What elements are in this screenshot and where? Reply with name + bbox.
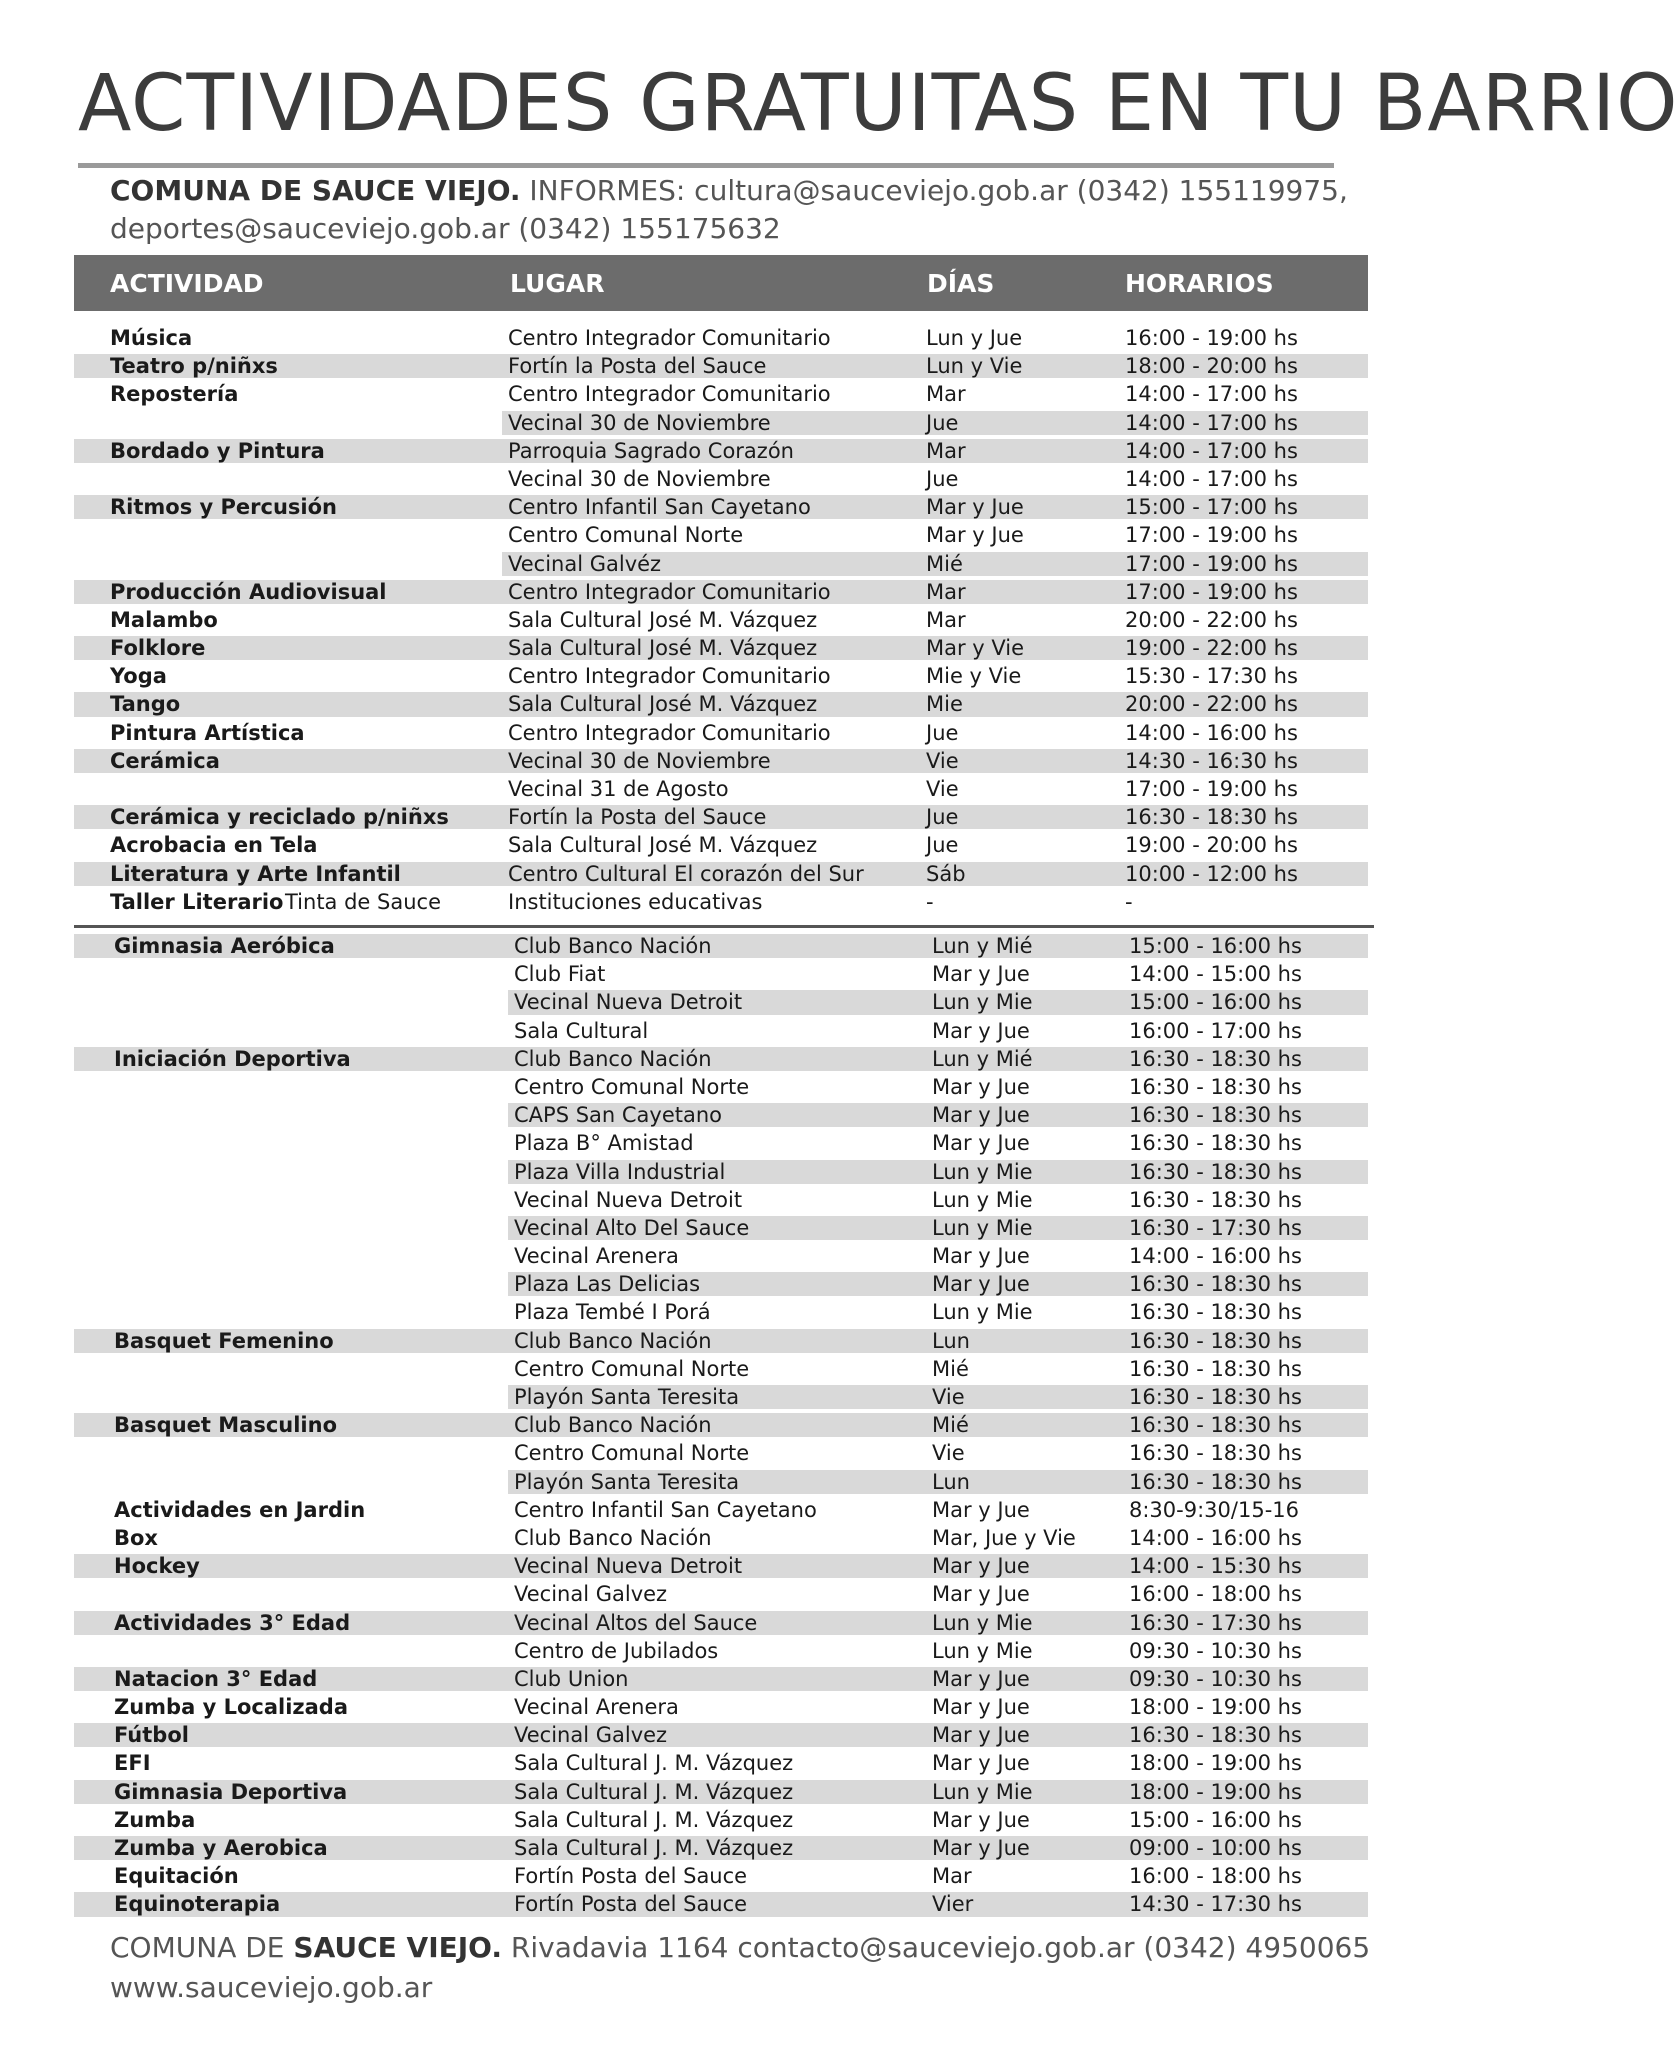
cell-actividad: Basquet Masculino: [114, 1413, 337, 1438]
table-row: [74, 1242, 1368, 1270]
cell-horario: 15:00 - 16:00 hs: [1129, 990, 1302, 1015]
sports-activities-table: [74, 932, 1368, 1919]
cell-lugar: Club Banco Nación: [514, 1413, 712, 1438]
table-row: [74, 803, 1368, 831]
cell-lugar: Vecinal Nueva Detroit: [514, 1187, 743, 1212]
cell-dias: Lun y Mie: [932, 1300, 1033, 1325]
cell-actividad: Tango: [110, 692, 181, 717]
table-row: [74, 606, 1368, 634]
cell-horario: 16:30 - 18:30 hs: [1129, 1159, 1302, 1184]
cell-dias: Mar y Vie: [926, 636, 1025, 661]
cell-horario: 16:30 - 18:30 hs: [1129, 1328, 1302, 1353]
cell-lugar: Vecinal 30 de Noviembre: [508, 748, 771, 773]
cell-horario: 14:30 - 17:30 hs: [1129, 1892, 1302, 1917]
table-row: [74, 1270, 1368, 1298]
info-line-2: deportes@sauceviejo.gob.ar (0342) 155175632: [110, 212, 781, 245]
cell-dias: Mar y Jue: [932, 1074, 1030, 1099]
cell-lugar: Centro Comunal Norte: [514, 1441, 750, 1466]
table-row: [74, 352, 1368, 380]
table-row: [74, 1524, 1368, 1552]
cell-horario: 16:00 - 17:00 hs: [1129, 1018, 1302, 1043]
footer-org: SAUCE VIEJO.: [293, 1931, 502, 1964]
cell-lugar: Fortín Posta del Sauce: [514, 1892, 748, 1917]
cell-horario: 15:00 - 16:00 hs: [1129, 1807, 1302, 1832]
cell-dias: Mar: [926, 382, 966, 407]
cell-actividad: Box: [114, 1525, 158, 1550]
table-row: [74, 550, 1368, 578]
table-row: [74, 1609, 1368, 1637]
table-row: [74, 409, 1368, 437]
cell-lugar: Vecinal Galvez: [514, 1723, 668, 1748]
cell-horario: 18:00 - 19:00 hs: [1129, 1695, 1302, 1720]
cell-horario: 16:00 - 19:00 hs: [1125, 326, 1298, 350]
table-row: [74, 932, 1368, 960]
cell-horario: 16:30 - 18:30 hs: [1129, 1356, 1302, 1381]
cell-actividad: Literatura y Arte Infantil: [110, 861, 401, 886]
cell-dias: Lun y Mie: [932, 990, 1033, 1015]
table-row: [74, 437, 1368, 465]
table-row: [74, 1580, 1368, 1608]
cell-horario: 16:30 - 17:30 hs: [1129, 1215, 1302, 1240]
table-row: [74, 1158, 1368, 1186]
cell-dias: Jue: [926, 410, 959, 435]
cell-dias: Lun y Mie: [932, 1187, 1033, 1212]
cell-actividad: Malambo: [110, 607, 218, 632]
table-row: [74, 1834, 1368, 1862]
cell-lugar: Parroquia Sagrado Corazón: [508, 438, 794, 463]
cell-dias: Mar y Jue: [932, 1497, 1030, 1522]
cell-lugar: Centro Comunal Norte: [514, 1074, 750, 1099]
cell-lugar: Sala Cultural J. M. Vázquez: [514, 1807, 794, 1832]
cell-dias: Mar y Jue: [932, 962, 1030, 987]
header-lugar: LUGAR: [510, 269, 605, 298]
cell-horario: 14:00 - 17:00 hs: [1125, 382, 1298, 407]
cell-horario: 16:30 - 18:30 hs: [1129, 1385, 1302, 1409]
cell-actividad: Actividades en Jardin: [114, 1497, 366, 1522]
table-row: [74, 493, 1368, 521]
cell-horario: 16:30 - 18:30 hs: [1129, 1413, 1302, 1438]
table-row: [74, 1186, 1368, 1214]
cell-horario: 15:00 - 17:00 hs: [1125, 495, 1298, 520]
cell-actividad: Equitación: [114, 1864, 239, 1889]
table-row: [74, 1468, 1368, 1496]
cell-lugar: Centro Integrador Comunitario: [508, 664, 831, 689]
footer-prefix: COMUNA DE: [110, 1931, 294, 1964]
section-divider: [74, 925, 1374, 928]
cell-dias: Mar y Jue: [932, 1103, 1030, 1128]
cell-horario: 15:30 - 17:30 hs: [1125, 664, 1298, 689]
table-row: [74, 1749, 1368, 1777]
cell-horario: 16:30 - 17:30 hs: [1129, 1610, 1302, 1635]
cell-dias: Mar: [932, 1864, 972, 1889]
cell-dias: Jue: [926, 466, 959, 491]
header-actividad: ACTIVIDAD: [110, 269, 264, 298]
cell-dias: Vie: [932, 1385, 965, 1409]
info-org: COMUNA DE SAUCE VIEJO.: [110, 174, 521, 207]
table-row: [74, 634, 1368, 662]
footer-website: www.sauceviejo.gob.ar: [110, 1971, 433, 2004]
table-row: [74, 1862, 1368, 1890]
cell-actividad: EFI: [114, 1751, 151, 1776]
cell-dias: Mar y Jue: [932, 1131, 1030, 1156]
table-row: [74, 1665, 1368, 1693]
table-row: [74, 324, 1368, 352]
table-row: [74, 831, 1368, 859]
cell-lugar: Fortín la Posta del Sauce: [508, 354, 767, 379]
cell-lugar: Vecinal Arenera: [514, 1695, 679, 1720]
cell-actividad: Basquet Femenino: [114, 1328, 334, 1353]
cell-horario: 16:30 - 18:30 hs: [1129, 1187, 1302, 1212]
cell-horario: 14:00 - 15:30 hs: [1129, 1554, 1302, 1579]
table-row: [74, 1890, 1368, 1918]
cell-dias: Mar y Jue: [932, 1751, 1030, 1776]
cell-dias: Mar y Jue: [932, 1018, 1030, 1043]
table-row: [74, 988, 1368, 1016]
cell-horario: 17:00 - 19:00 hs: [1125, 551, 1298, 576]
table-row: [74, 960, 1368, 988]
cell-actividad: Taller Literario: [110, 889, 284, 914]
cell-dias: Mar y Jue: [932, 1695, 1030, 1720]
cell-lugar: Centro Integrador Comunitario: [508, 382, 831, 407]
table-header: [74, 255, 1368, 311]
table-row: [74, 380, 1368, 408]
cell-actividad: Folklore: [110, 636, 206, 661]
cell-lugar: Vecinal Galvéz: [508, 551, 662, 576]
cell-dias: Lun y Mié: [932, 934, 1033, 958]
cell-lugar: Vecinal Nueva Detroit: [514, 1554, 743, 1579]
cell-horario: 16:30 - 18:30 hs: [1129, 1272, 1302, 1297]
footer-contact: Rivadavia 1164 contacto@sauceviejo.gob.ar (0342) 4950065: [502, 1931, 1371, 1964]
cell-actividad: Música: [110, 326, 193, 350]
cell-lugar: Club Banco Nación: [514, 1328, 712, 1353]
title-rule: [78, 163, 1334, 168]
cell-horario: 16:30 - 18:30 hs: [1129, 1074, 1302, 1099]
cell-dias: Jue: [926, 805, 959, 830]
table-row: [74, 1101, 1368, 1129]
cell-dias: Jue: [926, 720, 959, 745]
header-dias: DÍAS: [927, 269, 995, 298]
cell-lugar: Sala Cultural J. M. Vázquez: [514, 1751, 794, 1776]
table-row: [74, 662, 1368, 690]
cell-lugar: Sala Cultural José M. Vázquez: [508, 692, 818, 717]
cell-actividad: Equinoterapia: [114, 1892, 281, 1917]
cell-lugar: Centro Infantil San Cayetano: [514, 1497, 817, 1522]
cell-actividad: Teatro p/niñxs: [110, 354, 278, 379]
cell-horario: 09:30 - 10:30 hs: [1129, 1638, 1302, 1663]
cell-actividad: Gimnasia Deportiva: [114, 1779, 348, 1804]
table-row: [74, 1383, 1368, 1411]
cell-actividad: Ritmos y Percusión: [110, 495, 337, 520]
cell-lugar: Club Union: [514, 1666, 629, 1691]
table-row: [74, 578, 1368, 606]
cell-actividad: Fútbol: [114, 1723, 189, 1748]
cell-lugar: Vecinal 30 de Noviembre: [508, 410, 771, 435]
cell-dias: Mar y Jue: [932, 1807, 1030, 1832]
cell-actividad: Cerámica: [110, 748, 220, 773]
cell-horario: 16:30 - 18:30 hs: [1129, 1723, 1302, 1748]
cell-horario: 17:00 - 19:00 hs: [1125, 579, 1298, 604]
cell-dias: Mar y Jue: [932, 1666, 1030, 1691]
cell-horario: 09:30 - 10:30 hs: [1129, 1666, 1302, 1691]
table-row: [74, 1355, 1368, 1383]
table-row: [74, 888, 1368, 916]
cell-horario: 19:00 - 20:00 hs: [1125, 833, 1298, 858]
cell-dias: Mar: [926, 438, 966, 463]
cell-dias: Mar y Jue: [932, 1582, 1030, 1607]
table-row: [74, 1045, 1368, 1073]
cell-lugar: Centro Infantil San Cayetano: [508, 495, 811, 520]
cell-lugar: Club Banco Nación: [514, 1046, 712, 1071]
cell-lugar: CAPS San Cayetano: [514, 1103, 723, 1128]
cell-actividad: Producción Audiovisual: [110, 579, 387, 604]
cell-lugar: Centro Integrador Comunitario: [508, 579, 831, 604]
cell-dias: Jue: [926, 833, 959, 858]
cell-horario: 14:00 - 17:00 hs: [1125, 466, 1298, 491]
cell-dias: Lun: [932, 1469, 970, 1494]
cell-horario: 16:30 - 18:30 hs: [1129, 1131, 1302, 1156]
cell-dias: Mar y Jue: [932, 1723, 1030, 1748]
page-title: ACTIVIDADES GRATUITAS EN TU BARRIO: [78, 59, 1679, 149]
cell-dias: Vie: [926, 748, 959, 773]
info-line-1: [110, 172, 1360, 210]
cell-horario: 16:30 - 18:30 hs: [1129, 1103, 1302, 1128]
cell-lugar: Sala Cultural José M. Vázquez: [508, 833, 818, 858]
cell-actividad: Zumba: [114, 1807, 196, 1832]
table-row: [74, 1806, 1368, 1834]
cell-lugar: Vecinal Galvez: [514, 1582, 668, 1607]
table-row: [74, 1073, 1368, 1101]
table-row: [74, 860, 1368, 888]
cell-actividad: Zumba y Localizada: [114, 1695, 348, 1720]
table-row: [74, 1129, 1368, 1157]
table-row: [74, 1017, 1368, 1045]
cell-lugar: Vecinal Alto Del Sauce: [514, 1215, 750, 1240]
cell-horario: 16:30 - 18:30 hs: [1129, 1469, 1302, 1494]
cell-horario: 18:00 - 20:00 hs: [1125, 354, 1298, 379]
cell-horario: 14:00 - 17:00 hs: [1125, 438, 1298, 463]
cell-actividad: Hockey: [114, 1554, 200, 1579]
cell-horario: 20:00 - 22:00 hs: [1125, 607, 1298, 632]
cell-lugar: Playón Santa Teresita: [514, 1469, 740, 1494]
cell-dias: Lun y Jue: [926, 326, 1023, 350]
cell-lugar: Vecinal Arenera: [514, 1244, 679, 1269]
cell-actividad: Natacion 3° Edad: [114, 1666, 318, 1691]
cell-lugar: Plaza Tembé I Porá: [514, 1300, 711, 1325]
cell-dias: Mar y Jue: [926, 523, 1024, 548]
cell-horario: 14:00 - 17:00 hs: [1125, 410, 1298, 435]
cell-horario: 14:00 - 16:00 hs: [1125, 720, 1298, 745]
cell-lugar: Sala Cultural: [514, 1018, 649, 1043]
header-horarios: HORARIOS: [1125, 269, 1274, 298]
cell-lugar: Vecinal 30 de Noviembre: [508, 466, 771, 491]
cell-dias: Lun y Mié: [932, 1046, 1033, 1071]
cell-dias: Mar: [926, 607, 966, 632]
cell-lugar: Vecinal Nueva Detroit: [514, 990, 743, 1015]
table-row: [74, 747, 1368, 775]
cell-dias: Mié: [926, 551, 963, 576]
cell-lugar: Sala Cultural J. M. Vázquez: [514, 1779, 794, 1804]
table-row: [74, 1327, 1368, 1355]
cell-actividad: Cerámica y reciclado p/niñxs: [110, 805, 449, 830]
cell-lugar: Club Banco Nación: [514, 934, 712, 958]
cell-horario: 18:00 - 19:00 hs: [1129, 1779, 1302, 1804]
table-row: [74, 1214, 1368, 1242]
cell-lugar: Centro Integrador Comunitario: [508, 326, 831, 350]
table-row: [74, 1411, 1368, 1439]
footer: [110, 1928, 1410, 2008]
cell-lugar: Centro Cultural El corazón del Sur: [508, 861, 864, 886]
cell-dias: Lun: [932, 1328, 970, 1353]
cell-lugar: Centro de Jubilados: [514, 1638, 719, 1663]
cell-lugar: Club Banco Nación: [514, 1525, 712, 1550]
cell-lugar: Sala Cultural J. M. Vázquez: [514, 1836, 794, 1860]
cell-horario: -: [1125, 889, 1133, 914]
cell-horario: 15:00 - 16:00 hs: [1129, 934, 1302, 958]
cell-dias: Mar: [926, 579, 966, 604]
cell-dias: Vie: [926, 777, 959, 801]
cell-lugar: Centro Comunal Norte: [508, 523, 744, 548]
cell-actividad: Iniciación Deportiva: [114, 1046, 351, 1071]
cell-horario: 8:30-9:30/15-16: [1129, 1497, 1299, 1522]
cell-dias: Mar y Jue: [932, 1272, 1030, 1297]
cell-actividad: Zumba y Aerobica: [114, 1836, 328, 1860]
cell-horario: 10:00 - 12:00 hs: [1125, 861, 1298, 886]
table-row: [74, 1778, 1368, 1806]
table-row: [74, 1637, 1368, 1665]
cell-dias: Lun y Mie: [932, 1610, 1033, 1635]
table-row: [74, 1298, 1368, 1326]
cell-lugar: Fortín Posta del Sauce: [514, 1864, 748, 1889]
cell-dias: Mie: [926, 692, 963, 717]
cell-lugar: Plaza Villa Industrial: [514, 1159, 726, 1184]
cell-actividad: Repostería: [110, 382, 239, 407]
cell-dias: Mar y Jue: [932, 1836, 1030, 1860]
cell-actividad: Gimnasia Aeróbica: [114, 934, 335, 958]
cell-horario: 16:30 - 18:30 hs: [1129, 1046, 1302, 1071]
cell-lugar: Vecinal Altos del Sauce: [514, 1610, 758, 1635]
cell-dias: Sáb: [926, 861, 966, 886]
cell-actividad: Pintura Artística: [110, 720, 305, 745]
cell-horario: 20:00 - 22:00 hs: [1125, 692, 1298, 717]
cell-horario: 16:00 - 18:00 hs: [1129, 1582, 1302, 1607]
table-row: [74, 1721, 1368, 1749]
cell-lugar: Plaza B° Amistad: [514, 1131, 694, 1156]
cell-horario: 14:00 - 16:00 hs: [1129, 1244, 1302, 1269]
cell-horario: 14:30 - 16:30 hs: [1125, 748, 1298, 773]
cell-dias: -: [926, 889, 934, 914]
cell-horario: 16:30 - 18:30 hs: [1129, 1300, 1302, 1325]
table-row: [74, 1552, 1368, 1580]
cell-lugar: Plaza Las Delicias: [514, 1272, 701, 1297]
table-row: [74, 521, 1368, 549]
cell-actividad: Acrobacia en Tela: [110, 833, 318, 858]
table-row: [74, 1439, 1368, 1467]
cell-dias: Vie: [932, 1441, 965, 1466]
cell-lugar: Centro Comunal Norte: [514, 1356, 750, 1381]
cell-lugar: Sala Cultural José M. Vázquez: [508, 636, 818, 661]
cell-lugar: Centro Integrador Comunitario: [508, 720, 831, 745]
cell-horario: 14:00 - 16:00 hs: [1129, 1525, 1302, 1550]
cell-dias: Mar, Jue y Vie: [932, 1525, 1076, 1550]
cell-lugar: Playón Santa Teresita: [514, 1385, 740, 1409]
table-row: [74, 775, 1368, 803]
culture-activities-table: [74, 324, 1368, 916]
info-contact-1: INFORMES: cultura@sauceviejo.gob.ar (0342) 155119975,: [520, 174, 1348, 207]
cell-dias: Mié: [932, 1413, 969, 1438]
cell-lugar: Vecinal 31 de Agosto: [508, 777, 729, 801]
cell-dias: Lun y Mie: [932, 1638, 1033, 1663]
cell-dias: Lun y Mie: [932, 1215, 1033, 1240]
cell-horario: 14:00 - 15:00 hs: [1129, 962, 1302, 987]
cell-lugar: Club Fiat: [514, 962, 606, 987]
cell-lugar: Sala Cultural José M. Vázquez: [508, 607, 818, 632]
cell-lugar: Instituciones educativas: [508, 889, 763, 914]
cell-dias: Lun y Mie: [932, 1159, 1033, 1184]
cell-dias: Mié: [932, 1356, 969, 1381]
cell-dias: Vier: [932, 1892, 974, 1917]
cell-horario: 09:00 - 10:00 hs: [1129, 1836, 1302, 1860]
info-block: [110, 172, 1360, 248]
cell-actividad: Bordado y Pintura: [110, 438, 325, 463]
table-row: [74, 690, 1368, 718]
cell-horario: 19:00 - 22:00 hs: [1125, 636, 1298, 661]
cell-actividad: Yoga: [110, 664, 167, 689]
cell-lugar: Fortín la Posta del Sauce: [508, 805, 767, 830]
cell-actividad-extra: Tinta de Sauce: [285, 889, 442, 914]
table-row: [74, 719, 1368, 747]
table-row: [74, 1496, 1368, 1524]
cell-dias: Mar y Jue: [932, 1554, 1030, 1579]
table-row: [74, 465, 1368, 493]
cell-horario: 16:30 - 18:30 hs: [1129, 1441, 1302, 1466]
cell-horario: 16:00 - 18:00 hs: [1129, 1864, 1302, 1889]
footer-line-1: [110, 1928, 1410, 1968]
cell-horario: 16:30 - 18:30 hs: [1125, 805, 1298, 830]
cell-dias: Lun y Mie: [932, 1779, 1033, 1804]
cell-dias: Mie y Vie: [926, 664, 1022, 689]
cell-actividad: Actividades 3° Edad: [114, 1610, 351, 1635]
cell-dias: Lun y Vie: [926, 354, 1023, 379]
cell-horario: 17:00 - 19:00 hs: [1125, 523, 1298, 548]
cell-dias: Mar y Jue: [926, 495, 1024, 520]
cell-dias: Mar y Jue: [932, 1244, 1030, 1269]
cell-horario: 17:00 - 19:00 hs: [1125, 777, 1298, 801]
table-row: [74, 1693, 1368, 1721]
cell-horario: 18:00 - 19:00 hs: [1129, 1751, 1302, 1776]
